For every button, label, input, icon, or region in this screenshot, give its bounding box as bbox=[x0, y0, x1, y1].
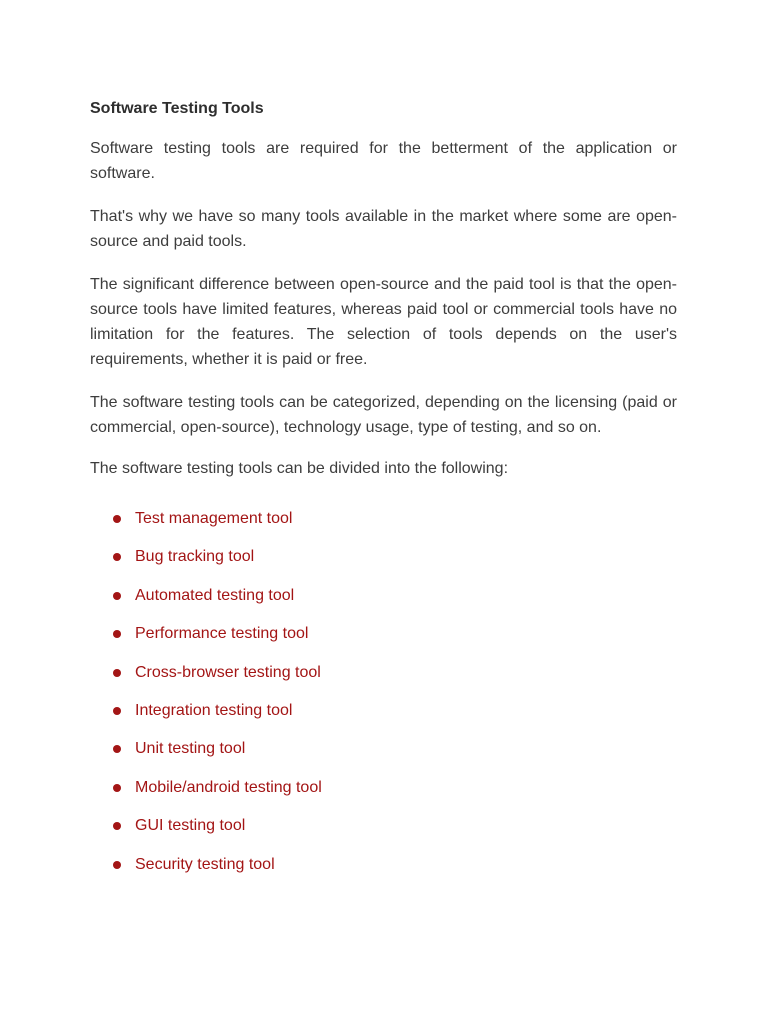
bullet-icon bbox=[113, 630, 121, 638]
list-item[interactable] bbox=[90, 615, 677, 653]
bullet-icon bbox=[113, 592, 121, 600]
bullet-icon bbox=[113, 669, 121, 677]
tool-label[interactable]: Bug tracking tool bbox=[135, 548, 255, 566]
paragraph-list-intro: The software testing tools can be divided into the following: bbox=[90, 460, 509, 477]
article-title: Software Testing Tools bbox=[90, 100, 264, 117]
bullet-icon bbox=[113, 861, 121, 869]
list-item[interactable] bbox=[90, 730, 677, 768]
tool-label[interactable]: Unit testing tool bbox=[135, 740, 246, 758]
bullet-icon bbox=[113, 784, 121, 792]
bullet-icon bbox=[113, 515, 121, 523]
tool-list bbox=[90, 500, 677, 884]
list-item[interactable] bbox=[90, 500, 677, 538]
tool-label[interactable]: Performance testing tool bbox=[135, 625, 309, 643]
tool-label[interactable]: Mobile/android testing tool bbox=[135, 778, 322, 796]
bullet-icon bbox=[113, 745, 121, 753]
bullet-icon bbox=[113, 822, 121, 830]
paragraph-availability: That's why we have so many tools available in the market where some are open-source and paid tools. bbox=[90, 208, 677, 250]
list-item[interactable] bbox=[90, 807, 677, 845]
tool-label[interactable]: GUI testing tool bbox=[135, 817, 246, 835]
list-item[interactable] bbox=[90, 846, 677, 884]
paragraph-intro: Software testing tools are required for the betterment of the application or software. bbox=[90, 140, 677, 182]
tool-label[interactable]: Integration testing tool bbox=[135, 701, 293, 719]
list-item[interactable] bbox=[90, 692, 677, 730]
bullet-icon bbox=[113, 707, 121, 715]
list-item[interactable] bbox=[90, 654, 677, 692]
tool-label[interactable]: Test management tool bbox=[135, 510, 293, 527]
tool-label[interactable]: Cross-browser testing tool bbox=[135, 663, 321, 681]
paragraph-difference: The significant difference between open-source and the paid tool is that the open-source tools have limited features, whereas paid tool or commercial tools have no limitation for the features. The selection of tools depends on the user's requirements, whether it is paid or free. bbox=[90, 276, 677, 368]
tool-label[interactable]: Automated testing tool bbox=[135, 586, 295, 604]
tool-label[interactable]: Security testing tool bbox=[135, 855, 275, 873]
list-item[interactable] bbox=[90, 577, 677, 615]
bullet-icon bbox=[113, 553, 121, 561]
list-item[interactable] bbox=[90, 538, 677, 576]
article bbox=[90, 97, 677, 884]
paragraph-categorization: The software testing tools can be categorized, depending on the licensing (paid or commercial, open-source), technology usage, type of testing, and so on. bbox=[90, 394, 677, 436]
list-item[interactable] bbox=[90, 769, 677, 807]
